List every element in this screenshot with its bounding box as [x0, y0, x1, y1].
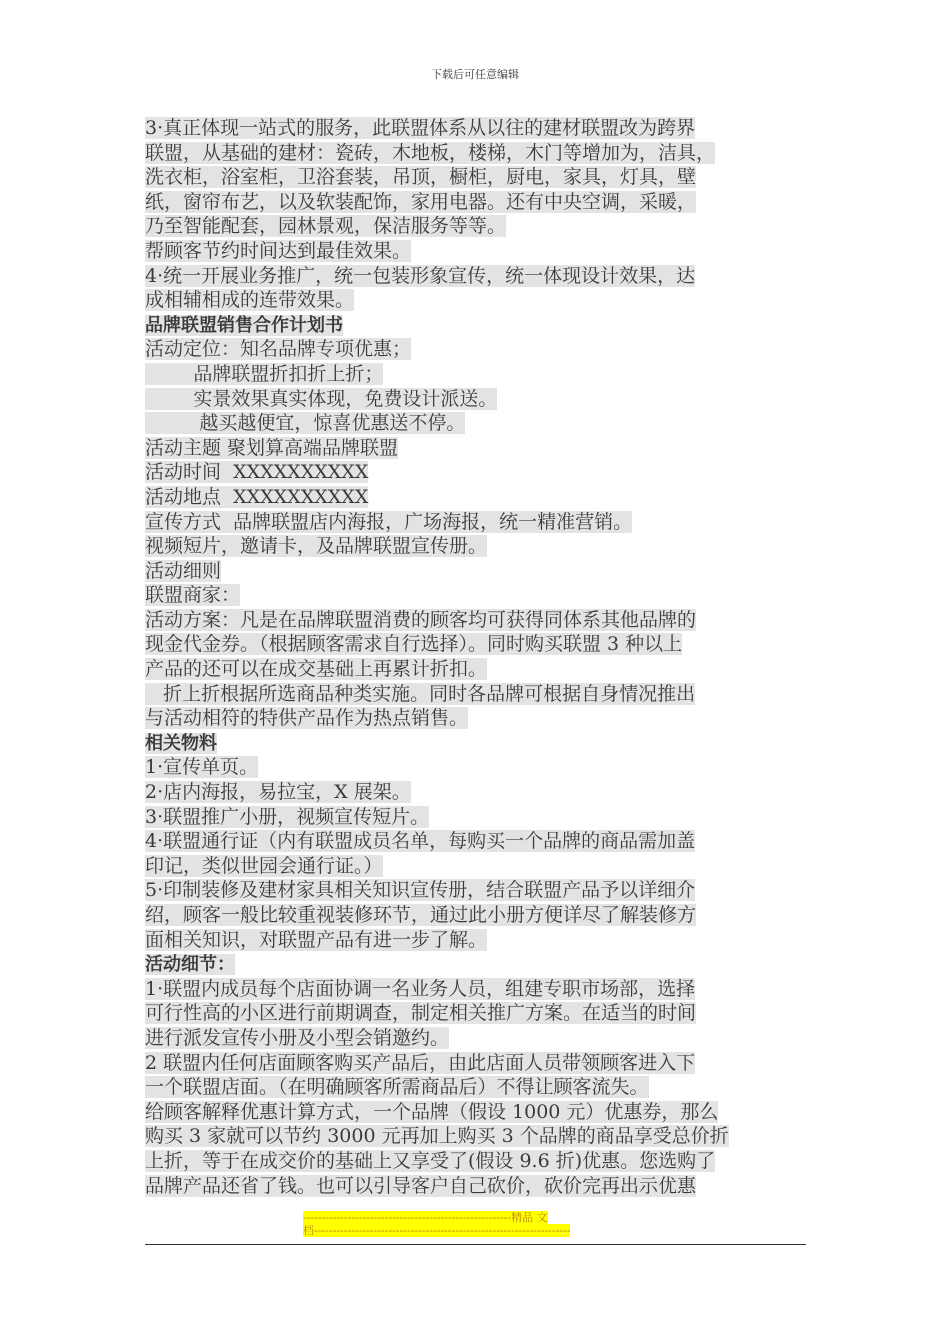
text-line	[145, 190, 807, 215]
text-line-content: 与活动相符的特供产品作为热点销售。	[145, 707, 469, 730]
text-line	[145, 977, 807, 1002]
text-line	[145, 805, 807, 830]
text-line	[145, 878, 807, 903]
text-line-content: 4·联盟通行证（内有联盟成员名单，每购买一个品牌的商品需加盖	[145, 830, 696, 853]
text-line	[145, 510, 807, 535]
text-line	[145, 854, 807, 879]
text-line-content: 活动细节：	[145, 954, 235, 976]
text-line-content: 活动主题 聚划算高端品牌联盟	[145, 436, 399, 459]
text-line-content: 帮顾客节约时间达到最佳效果。	[145, 239, 412, 262]
text-line-content: 进行派发宣传小册及小型会销邀约。	[145, 1026, 450, 1049]
text-line-content: 3·真正体现一站式的服务，此联盟体系从以往的建材联盟改为跨界	[145, 117, 696, 139]
text-line-content: 1·联盟内成员每个店面协调一名业务人员，组建专职市场部，选择	[145, 977, 696, 1000]
text-line-content: 印记，类似世园会通行证。）	[145, 854, 383, 877]
text-line	[145, 1124, 807, 1149]
text-line	[145, 387, 807, 412]
text-line-content: 活动时间 XXXXXXXXXX	[145, 461, 369, 484]
text-line-content: 活动定位：知名品牌专项优惠；	[145, 338, 412, 361]
text-line	[145, 706, 807, 731]
text-line	[145, 214, 807, 239]
section-heading	[145, 313, 807, 338]
section-heading	[145, 952, 807, 977]
text-line-content: 联盟，从基础的建材：瓷砖，木地板，楼梯，木门等增加为，洁具，	[145, 141, 716, 164]
text-line-content: 联盟商家：	[145, 584, 241, 607]
text-line-content: 4·统一开展业务推广，统一包装形象宣传，统一体现设计效果，达	[145, 264, 696, 287]
text-line-content: 上折，等于在成交价的基础上又享受了(假设 9.6 折)优惠。您选购了	[145, 1149, 716, 1172]
text-line	[145, 1001, 807, 1026]
text-line-content: 纸，窗帘布艺，以及软装配饰，家用电器。还有中央空调，采暖，	[145, 190, 697, 213]
text-line-content: 绍，顾客一般比较重视装修环节，通过此小册方便详尽了解装修方	[145, 904, 697, 926]
text-line-content: 一个联盟店面。（在明确顾客所需商品后）不得让顾客流失。	[145, 1076, 649, 1099]
text-line	[145, 1174, 807, 1199]
text-line	[145, 141, 807, 166]
text-line-content: 活动地点 XXXXXXXXXX	[145, 485, 369, 508]
text-line-content: 越买越便宜，惊喜优惠送不停。	[145, 412, 466, 435]
text-line-content: 视频短片，邀请卡，及品牌联盟宣传册。	[145, 535, 488, 558]
text-line	[145, 362, 807, 387]
text-line	[145, 239, 807, 264]
text-line-content: 乃至智能配套，园林景观，保洁服务等等。	[145, 215, 507, 238]
text-line	[145, 485, 807, 510]
text-line-content: 活动细则	[145, 559, 222, 582]
text-line	[145, 682, 807, 707]
text-line-content: 给顾客解释优惠计算方式，一个品牌（假设 1000 元）优惠券，那么	[145, 1100, 719, 1123]
footer-marker	[303, 1211, 650, 1237]
text-line-content: 2·店内海报，易拉宝，X 展架。	[145, 781, 411, 804]
text-line-content: 3·联盟推广小册，视频宣传短片。	[145, 805, 430, 828]
text-line	[145, 583, 807, 608]
text-line-content: 2 联盟内任何店面顾客购买产品后，由此店面人员带领顾客进入下	[145, 1051, 696, 1074]
footer-marker-line-1: --------------------------------------------------------精品 文	[303, 1211, 548, 1224]
text-line	[145, 608, 807, 633]
text-line	[145, 829, 807, 854]
text-line	[145, 116, 807, 141]
text-line-content: 1·宣传单页。	[145, 756, 259, 779]
text-line	[145, 928, 807, 953]
text-line	[145, 1100, 807, 1125]
footer-divider	[145, 1244, 806, 1245]
text-line	[145, 534, 807, 559]
text-line	[145, 1149, 807, 1174]
text-line-content: 实景效果真实体现，免费设计派送。	[145, 387, 498, 410]
text-line-content: 产品的还可以在成交基础上再累计折扣。	[145, 658, 488, 681]
text-line-content: 洗衣柜，浴室柜，卫浴套装，吊顶，橱柜，厨电，家具，灯具，壁	[145, 166, 697, 189]
text-line-content: 活动方案：凡是在品牌联盟消费的顾客均可获得同体系其他品牌的	[145, 608, 697, 631]
text-line	[145, 460, 807, 485]
text-line-content: 品牌联盟销售合作计划书	[145, 314, 343, 336]
text-line	[145, 288, 807, 313]
text-line	[145, 903, 807, 928]
text-line-content: 相关物料	[145, 732, 217, 754]
text-line	[145, 1026, 807, 1051]
text-line	[145, 657, 807, 682]
document-body	[145, 116, 807, 1198]
text-line-content: 宣传方式 品牌联盟店内海报，广场海报，统一精准营销。	[145, 510, 633, 533]
text-line-content: 成相辅相成的连带效果。	[145, 289, 355, 312]
text-line	[145, 411, 807, 436]
text-line-content: 可行性高的小区进行前期调查，制定相关推广方案。在适当的时间	[145, 1002, 697, 1025]
text-line-content: 品牌产品还省了钱。也可以引导客户自己砍价，砍价完再出示优惠	[145, 1174, 697, 1197]
text-line-content: 面相关知识，对联盟产品有进一步了解。	[145, 928, 488, 951]
text-line-content: 购买 3 家就可以节约 3000 元再加上购买 3 个品牌的商品享受总价折	[145, 1125, 729, 1148]
text-line	[145, 632, 807, 657]
text-line	[145, 165, 807, 190]
text-line	[145, 1075, 807, 1100]
text-line	[145, 1051, 807, 1076]
text-line	[145, 559, 807, 584]
text-line	[145, 337, 807, 362]
text-line-content: 品牌联盟折扣折上折；	[145, 362, 384, 385]
text-line-content: 5·印制装修及建材家具相关知识宣传册，结合联盟产品予以详细介	[145, 879, 696, 902]
footer-marker-line-2: 档---------------------------------------------------------------------	[303, 1224, 571, 1237]
page-header: 下载后可任意编辑	[431, 68, 519, 81]
text-line	[145, 780, 807, 805]
text-line-content: 折上折根据所选商品种类实施。同时各品牌可根据自身情况推出	[145, 682, 696, 705]
text-line	[145, 436, 807, 461]
text-line	[145, 264, 807, 289]
text-line-content: 现金代金券。（根据顾客需求自行选择）。同时购买联盟 3 种以上	[145, 633, 683, 656]
section-heading	[145, 731, 807, 756]
text-line	[145, 755, 807, 780]
